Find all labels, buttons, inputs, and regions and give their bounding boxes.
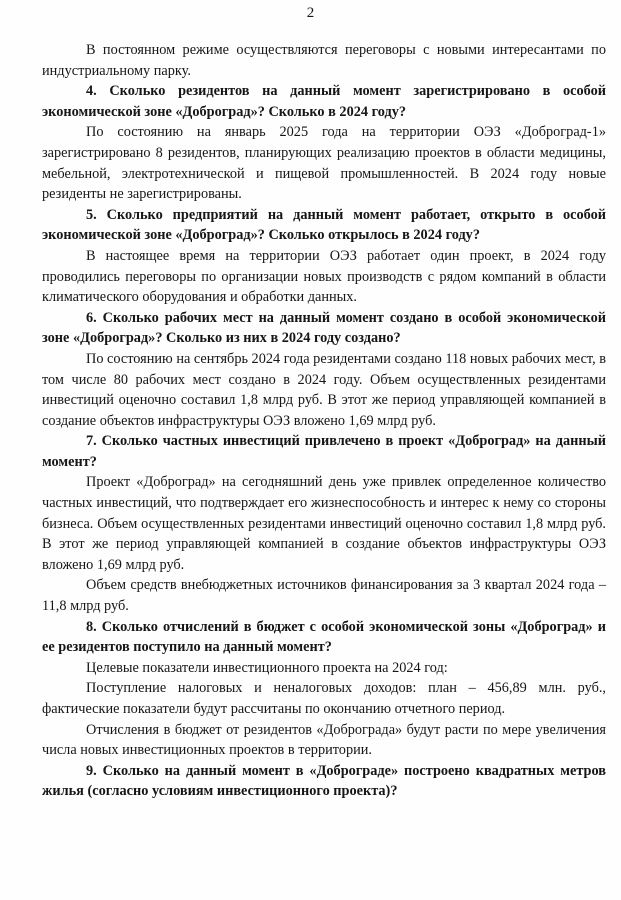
question-heading: 8. Сколько отчислений в бюджет с особой экономической зоны «Доброград» и ее резидентов поступило на данный момент? [42, 618, 606, 656]
question-heading: 4. Сколько резидентов на данный момент зарегистрировано в особой экономической зоне «Доброград»? Сколько в 2024 году? [42, 83, 606, 120]
paragraph: Объем средств внебюджетных источников финансирования за 3 квартал 2024 года – 11,8 млрд руб. [42, 577, 606, 615]
question-heading: 7. Сколько частных инвестиций привлечено в проект «Доброград» на данный момент? [42, 433, 606, 470]
paragraph: По состоянию на январь 2025 года на территории ОЭЗ «Доброград-1» зарегистрировано 8 резидентов, планирующих реализацию проектов в области медицины, мебельной, электротехнической и пищевой промышленностей. В 2024 году новые резиденты не зарегистрированы. [42, 124, 606, 203]
question-heading: 5. Сколько предприятий на данный момент работает, открыто в особой экономической зоне «Доброград»? Сколько открылось в 2024 году? [42, 206, 606, 244]
paragraph: Поступление налоговых и неналоговых доходов: план – 456,89 млн. руб., фактические показатели будут рассчитаны по окончанию отчетного период. [42, 680, 606, 717]
paragraph: Отчисления в бюджет от резидентов «Доброграда» будут расти по мере увеличения числа новых инвестиционных проектов в территории. [42, 721, 606, 759]
paragraph: В настоящее время на территории ОЭЗ работает один проект, в 2024 году проводились переговоры по организации новых производств с рядом компаний в области климатического оборудования и обработки данных. [42, 247, 606, 306]
paragraph: Проект «Доброград» на сегодняшний день уже привлек определенное количество частных инвестиций, что подтверждает его жизнеспособность и интерес к нему со стороны бизнеса. Объем осуществленных резидентами инвестиций оценочно составил 1,8 млрд руб. В этот же период управляющей компанией в создание объектов инфраструктуры ОЭЗ вложено 1,69 млрд руб. [42, 474, 606, 573]
document-body [42, 40, 606, 802]
question-heading: 9. Сколько на данный момент в «Доброграде» построено квадратных метров жилья (согласно условиям инвестиционного проекта)? [42, 762, 606, 800]
paragraph: По состоянию на сентябрь 2024 года резидентами создано 118 новых рабочих мест, в том числе 80 рабочих мест создано в 2024 году. Объем осуществленных резидентами инвестиций оценочно составил 1,8 млрд руб. В этот же период управляющей компанией в создание объектов инфраструктуры ОЭЗ вложено 1,69 млрд руб. [42, 350, 606, 429]
page-number: 2 [306, 5, 315, 21]
question-heading: 6. Сколько рабочих мест на данный момент создано в особой экономической зоне «Доброград»? Сколько из них в 2024 году создано? [42, 309, 606, 347]
paragraph: В постоянном режиме осуществляются переговоры с новыми интересантами по индустриальному парку. [42, 42, 606, 79]
paragraph: Целевые показатели инвестиционного проекта на 2024 год: [86, 659, 448, 676]
